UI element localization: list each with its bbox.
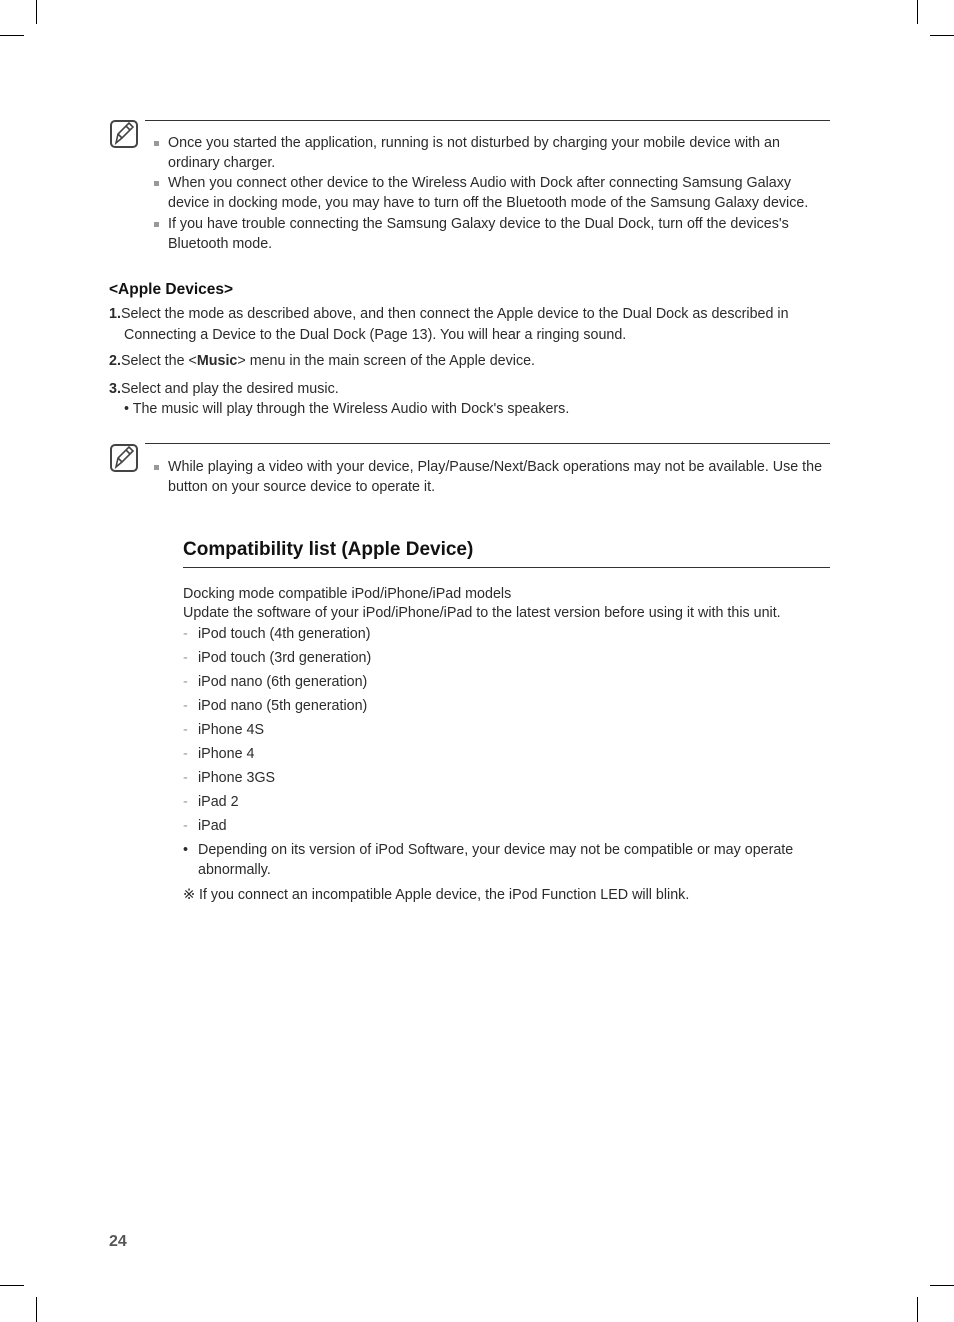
crop-mark	[917, 0, 918, 24]
crop-mark	[36, 0, 37, 24]
crop-mark	[0, 1285, 24, 1286]
dash-marker: -	[183, 794, 188, 810]
model-item	[183, 626, 370, 642]
model-name: iPod nano (6th generation)	[198, 674, 368, 690]
dash-marker: -	[183, 650, 188, 666]
note-bullet: While playing a video with your device, Play/Pause/Next/Back operations may not be available. Use the button on your source device to operate it.	[168, 458, 828, 497]
section-heading: <Apple Devices>	[109, 281, 234, 298]
model-item	[183, 746, 254, 762]
note-icon	[110, 444, 138, 472]
compat-title: Compatibility list (Apple Device)	[183, 539, 474, 560]
model-name: iPad	[198, 818, 227, 834]
compat-bullet: • Depending on its version of iPod Software, your device may not be compatible or may operate abnormally.	[183, 842, 794, 878]
model-name: iPod nano (5th generation)	[198, 698, 368, 714]
step-1: 1.Select the mode as described above, and then connect the Apple device to the Dual Dock as described in Connecting a Device to the Dual Dock (Page 13). You will hear a ringing sound.	[109, 306, 789, 343]
note-bullet: Once you started the application, running is not disturbed by charging your mobile device with an ordinary charger.	[168, 134, 828, 173]
dash-marker: -	[183, 698, 188, 714]
model-item	[183, 770, 275, 786]
note-icon	[110, 120, 138, 148]
dash-marker: -	[183, 818, 188, 834]
model-name: iPod touch (4th generation)	[198, 626, 371, 642]
dash-marker: -	[183, 746, 188, 762]
model-item	[183, 674, 367, 690]
crop-mark	[0, 35, 24, 36]
model-item	[183, 818, 227, 834]
model-item	[183, 650, 371, 666]
model-item	[183, 722, 264, 738]
crop-mark	[36, 1297, 37, 1322]
step-2: 2.Select the <Music> menu in the main screen of the Apple device.	[109, 353, 536, 369]
model-name: iPhone 4S	[198, 722, 264, 738]
page-number: 24	[109, 1233, 127, 1250]
step-sub-bullet: • The music will play through the Wireless Audio with Dock's speakers.	[124, 401, 570, 417]
compat-intro: Update the software of your iPod/iPhone/iPad to the latest version before using it with this unit.	[183, 605, 781, 621]
model-name: iPad 2	[198, 794, 239, 810]
dash-marker: -	[183, 674, 188, 690]
model-item	[183, 794, 239, 810]
note-divider	[145, 120, 830, 121]
dash-marker: -	[183, 626, 188, 642]
title-underline	[183, 567, 830, 568]
crop-mark	[930, 35, 954, 36]
note-bullet: If you have trouble connecting the Samsung Galaxy device to the Dual Dock, turn off the devices's Bluetooth mode.	[168, 215, 828, 254]
note-bullet: When you connect other device to the Wireless Audio with Dock after connecting Samsung Galaxy device in docking mode, you may have to turn off the Bluetooth mode of the Samsung Galaxy device.	[168, 174, 828, 213]
compat-intro: Docking mode compatible iPod/iPhone/iPad models	[183, 586, 512, 602]
model-name: iPhone 4	[198, 746, 255, 762]
step-3: 3.Select and play the desired music.	[109, 381, 339, 397]
crop-mark	[930, 1285, 954, 1286]
dash-marker: -	[183, 722, 188, 738]
note-divider	[145, 443, 830, 444]
model-name: iPhone 3GS	[198, 770, 276, 786]
dash-marker: -	[183, 770, 188, 786]
model-name: iPod touch (3rd generation)	[198, 650, 372, 666]
crop-mark	[917, 1297, 918, 1322]
compat-warning: ※ If you connect an incompatible Apple device, the iPod Function LED will blink.	[183, 887, 690, 903]
model-item	[183, 698, 367, 714]
